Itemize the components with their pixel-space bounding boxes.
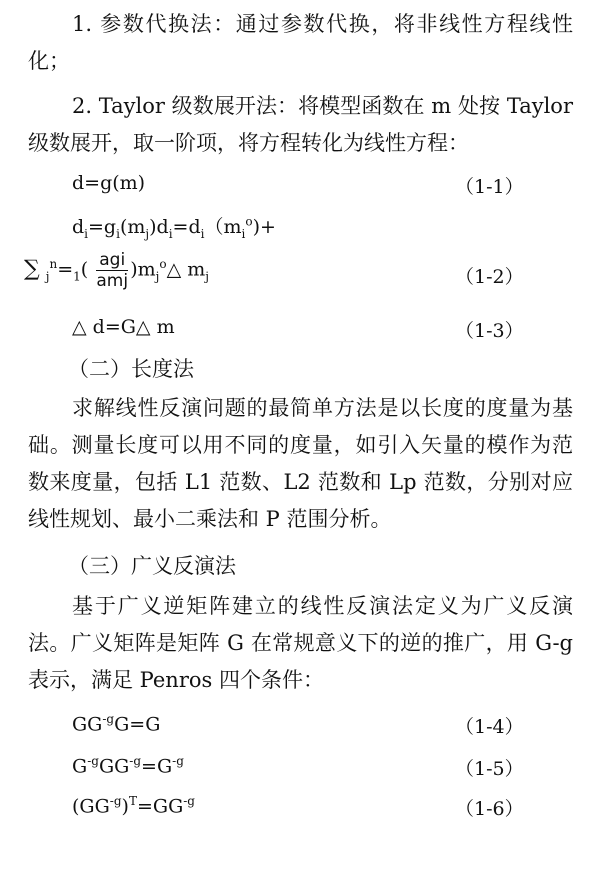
equation-1-5: $G^{-g}GG^{-g}=G^{-g}$: [72, 754, 184, 778]
equation-1-2: ∑ $_j^n=_1$( $\frac{\text{agi}}{\text{amj}}$ )$m_j^o\triangle$ $m_j$: [24, 250, 210, 291]
paragraph-length-method: 求解线性反演问题的最简单方法是以长度的度量为基础。测量长度可以用不同的度量，如引入矢量的模作为范数来度量，包括 L1 范数、L2 范数和 Lp 范数，分别对应线性规划、最小二乘法和 P 范围分析。: [28, 396, 573, 531]
fraction-agi-amj: $\frac{\text{agi}}{\text{amj}}$: [96, 250, 129, 291]
equation-1-4: $GG^{-g}G=G$: [72, 712, 161, 736]
equation-number-1-2: （1-2）: [455, 266, 524, 288]
equation-number-1-1: （1-1）: [455, 176, 524, 198]
equation-number-1-4: （1-4）: [455, 716, 524, 738]
paragraph-generalized-inversion: 基于广义逆矩阵建立的线性反演法定义为广义反演法。广义矩阵是矩阵 G 在常规意义下的逆的推广，用 G-g 表示，满足 Penros 四个条件：: [28, 594, 573, 692]
equation-1-1: d=g(m): [72, 172, 146, 194]
equation-number-1-5: （1-5）: [455, 758, 524, 780]
equation-number-1-3: （1-3）: [455, 320, 524, 342]
paragraph-taylor-expansion: 2. Taylor 级数展开法：将模型函数在 m 处按 Taylor 级数展开，取一阶项，将方程转化为线性方程：: [28, 94, 573, 155]
heading-generalized-inversion: （三）广义反演法: [68, 554, 236, 578]
paragraph-parameter-substitution: 1. 参数代换法：通过参数代换，将非线性方程线性化；: [28, 12, 573, 73]
equation-di-expansion: $d_i=g_i(m_j)d_i=d_i(m_i^o)+$: [72, 214, 276, 241]
heading-length-method: （二）长度法: [68, 357, 194, 381]
equation-1-6: $(GG^{-g})^T=GG^{-g}$: [72, 794, 195, 818]
equation-1-3: △ d=G△ m: [72, 316, 175, 338]
equation-number-1-6: （1-6）: [455, 798, 524, 820]
